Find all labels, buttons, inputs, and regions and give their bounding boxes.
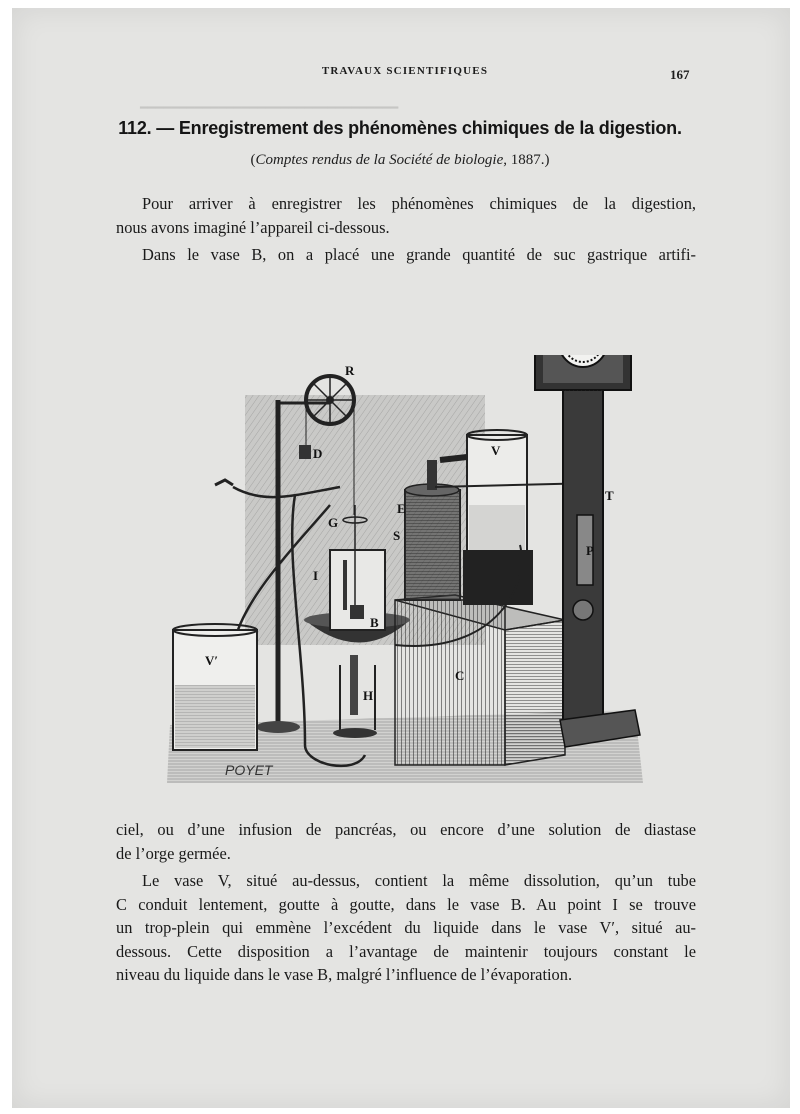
text-line: un trop-plein qui emmène l’excédent du liquide dans le vase V′, situé au- xyxy=(116,918,696,938)
text-line: Le vase V, situé au-dessus, contient la même dissolution, qu’un tube xyxy=(142,871,696,890)
label-g: G xyxy=(328,515,339,530)
stand-base xyxy=(256,721,300,733)
box-c xyxy=(395,595,565,765)
running-head xyxy=(0,65,800,85)
vase-v-prime xyxy=(173,624,257,750)
apparatus-figure xyxy=(165,355,645,785)
label-c: C xyxy=(455,668,465,683)
source-journal: Comptes rendus de la Société de biologie xyxy=(255,152,504,168)
label-v: V xyxy=(491,443,501,458)
page-number: 167 xyxy=(670,67,690,82)
source-citation xyxy=(0,152,800,169)
continuation-paragraph xyxy=(116,818,696,865)
show-through-decoration: ━━━━━━━━━━━━━━━━━━━━━━━━━━━━━━━━━ xyxy=(140,100,399,115)
source-open: ( xyxy=(250,152,256,168)
label-b: B xyxy=(370,615,379,630)
text-line: Dans le vase B, on a placé une grande quantité de suc gastrique artifi- xyxy=(142,245,696,264)
label-s: S xyxy=(393,528,401,543)
text-line: ciel, ou d’une infusion de pancréas, ou encore d’une solution de diastase xyxy=(116,820,696,839)
source-year: , 1887.) xyxy=(503,152,550,168)
tap xyxy=(215,480,233,485)
counterweight-d xyxy=(299,445,311,459)
intro-paragraph xyxy=(116,192,696,239)
label-t: T xyxy=(605,488,614,503)
paragraph-vase-b xyxy=(116,243,696,267)
label-v-prime: V′ xyxy=(205,653,219,668)
text-line: nous avons imaginé l’appareil ci-dessous. xyxy=(116,217,390,237)
text-line: de l’orge germée. xyxy=(116,843,231,863)
text-line: Pour arriver à enregistrer les phénomènes chimiques de la digestion, xyxy=(142,194,696,213)
running-head-title: TRAVAUX SCIENTIFIQUES xyxy=(321,65,489,77)
text-line: C conduit lentement, goutte à goutte, dans le vase B. Au point I se trouve xyxy=(116,894,696,914)
label-p: P xyxy=(586,543,594,558)
label-e: E xyxy=(397,501,406,516)
label-d: D xyxy=(313,446,323,461)
pulley-wheel xyxy=(306,376,354,424)
apparatus-engraving xyxy=(165,355,645,785)
text-line: dessous. Cette disposition a l’avantage de maintenir toujours constant le xyxy=(116,941,696,961)
label-h: H xyxy=(363,688,374,703)
label-r: R xyxy=(345,363,355,378)
engraver-signature: POYET xyxy=(225,762,273,778)
section-heading: 112. — Enregistrement des phénomènes chimiques de la digestion. xyxy=(118,118,682,138)
text-line: niveau du liquide dans le vase B, malgré l’influence de l’évaporation. xyxy=(116,965,573,985)
label-i: I xyxy=(313,568,319,583)
paragraph-vase-v xyxy=(116,869,696,987)
